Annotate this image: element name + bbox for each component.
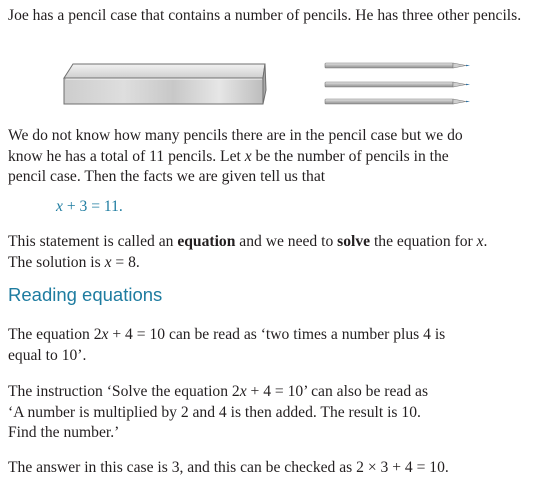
setup-paragraph: We do not know how many pencils there are in the pencil case but we do know he has a total of 11 pencils. Let x be the number of pencils in the pencil case. Then the facts we are given tell us that <box>8 127 463 185</box>
pencil-icon <box>325 82 470 87</box>
term-equation: equation <box>177 233 236 250</box>
equation-display: x + 3 = 11. <box>56 198 123 215</box>
pencils-illustration <box>0 56 538 116</box>
intro-paragraph: Joe has a pencil case that contains a number of pencils. He has three other pencils. <box>8 7 522 24</box>
pencils-group <box>325 63 470 104</box>
section-heading: Reading equations <box>8 284 163 305</box>
statement-paragraph: This statement is called an equation and we need to solve the equation for x. The solution is x = 8. <box>8 233 488 271</box>
pencil-icon <box>325 99 470 104</box>
answer-paragraph: The answer in this case is 3, and this can be checked as 2 × 3 + 4 = 10. <box>8 459 449 476</box>
term-solve: solve <box>337 233 371 250</box>
reading-paragraph: The equation 2x + 4 = 10 can be read as ‘two times a number plus 4 is equal to 10’. <box>8 326 446 364</box>
pencil-icon <box>325 63 470 68</box>
instruction-paragraph: The instruction ‘Solve the equation 2x + 4 = 10’ can also be read as ‘A number is multiplied by 2 and 4 is then added. The result is 10. Find the number.’ <box>8 383 429 441</box>
pencil-case-icon <box>64 64 266 104</box>
